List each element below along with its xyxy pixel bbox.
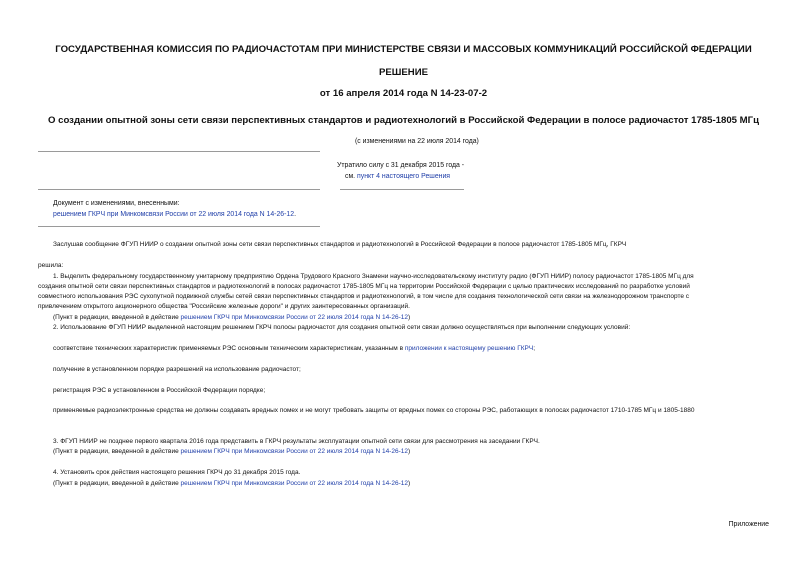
item-4-edit-note bbox=[53, 479, 785, 490]
divider-mid-right bbox=[340, 189, 464, 190]
preamble: Заслушав сообщение ФГУП НИИР о создании опытной зоны сети связи перспективных стандартов и радиотехнологий в Российской Федерации в полосе радиочастот 1785-1805 МГц, ГКРЧ bbox=[53, 241, 627, 248]
amendments-suffix: . bbox=[294, 211, 297, 218]
amendments-reference bbox=[53, 211, 296, 218]
status-reference bbox=[345, 173, 450, 180]
divider-bottom bbox=[38, 226, 320, 227]
item-2: 2. Использование ФГУП НИИР выделенной настоящим решением ГКРЧ полосы радиочастот для создания опытной сети связи должно осуществляться при выполнении следующих условий: bbox=[53, 324, 631, 331]
status-reference-prefix: см. bbox=[345, 173, 358, 180]
item-3-edit-note bbox=[53, 447, 785, 458]
edit-note-suffix: ) bbox=[407, 314, 411, 321]
changes-note: (с изменениями на 22 июля 2014 года) bbox=[355, 138, 479, 145]
appendix-link[interactable]: приложении к настоящему решению ГКРЧ bbox=[404, 345, 534, 352]
edit-note-prefix: (Пункт в редакции, введенной в действие bbox=[53, 480, 181, 487]
item-1-line-3: совместного использования РЭС сухопутной подвижной службы сетей связи перспективных стандартов и радиотехнологий, в том числе для создания технологической сети связи на железнодорожном транспорте с bbox=[38, 293, 690, 300]
item-1-line-2: создания опытной сети связи перспективных стандартов и радиотехнологий в полосах радиочастот 1785-1805 МГц на территории Российской Федерации с целью практических исследований по разработке условий bbox=[38, 283, 690, 290]
divider-mid-left bbox=[38, 189, 320, 190]
condition-3: регистрация РЭС в установленном в Российской Федерации порядке; bbox=[53, 387, 266, 394]
document-title: О создании опытной зоны сети связи перспективных стандартов и радиотехнологий в Российской Федерации в полосе радиочастот 1785-1805 МГц bbox=[47, 115, 760, 126]
condition-2: получение в установленном порядке разрешений на использование радиочастот; bbox=[53, 366, 301, 373]
issuing-authority: ГОСУДАРСТВЕННАЯ КОМИССИЯ ПО РАДИОЧАСТОТАМ ПРИ МИНИСТЕРСТВЕ СВЯЗИ И МАССОВЫХ КОММУНИКАЦИЙ РОССИЙСКОЙ ФЕДЕРАЦИИ bbox=[55, 44, 752, 55]
edit-note-prefix: (Пункт в редакции, введенной в действие bbox=[53, 314, 181, 321]
edit-note-suffix: ) bbox=[407, 480, 411, 487]
edit-note-link[interactable]: решением ГКРЧ при Минкомсвязи России от 22 июля 2014 года N 14-26-12 bbox=[180, 480, 408, 487]
divider-top bbox=[38, 151, 320, 152]
condition-4: применяемые радиоэлектронные средства не должны создавать вредных помех и не могут требовать защиты от вредных помех со стороны РЭС, работающих в полосах радиочастот 1710-1785 МГц и 1805-1880 bbox=[53, 407, 695, 414]
amendments-label: Документ с изменениями, внесенными: bbox=[53, 200, 180, 207]
item-1-line-1: 1. Выделить федеральному государственному унитарному предприятию Ордена Трудового Красного Знамени научно-исследовательскому институту радио (ФГУП НИИР) полосу радиочастот 1785-1805 МГц для bbox=[53, 273, 694, 280]
condition-1-suffix: ; bbox=[533, 345, 536, 352]
item-4: 4. Установить срок действия настоящего решения ГКРЧ до 31 декабря 2015 года. bbox=[53, 469, 301, 476]
edit-note-prefix: (Пункт в редакции, введенной в действие bbox=[53, 448, 181, 455]
amendments-link[interactable]: решением ГКРЧ при Минкомсвязи России от 22 июля 2014 года N 14-26-12 bbox=[53, 211, 295, 218]
appendix-label: Приложение bbox=[728, 521, 769, 528]
document-type: РЕШЕНИЕ bbox=[378, 67, 429, 78]
item-1-edit-note bbox=[53, 313, 785, 324]
condition-1-prefix: соответствие технических характеристик применяемых РЭС основным техническим характеристикам, указанным в bbox=[53, 345, 405, 352]
item-1-line-4: привлечением открытого акционерного общества "Российские железные дороги" и других заинтересованных организаций. bbox=[38, 303, 410, 310]
document-date-number: от 16 апреля 2014 года N 14-23-07-2 bbox=[319, 88, 488, 99]
status-reference-link[interactable]: пункт 4 настоящего Решения bbox=[357, 173, 451, 180]
decided-label: решила: bbox=[38, 262, 64, 269]
edit-note-suffix: ) bbox=[407, 448, 411, 455]
status-line: Утратило силу с 31 декабря 2015 года - bbox=[337, 162, 465, 169]
item-3: 3. ФГУП НИИР не позднее первого квартала 2016 года представить в ГКРЧ результаты эксплуатации опытной сети связи для рассмотрения на заседании ГКРЧ. bbox=[53, 438, 540, 445]
condition-1 bbox=[53, 344, 785, 355]
edit-note-link[interactable]: решением ГКРЧ при Минкомсвязи России от 22 июля 2014 года N 14-26-12 bbox=[180, 448, 408, 455]
edit-note-link[interactable]: решением ГКРЧ при Минкомсвязи России от 22 июля 2014 года N 14-26-12 bbox=[180, 314, 408, 321]
